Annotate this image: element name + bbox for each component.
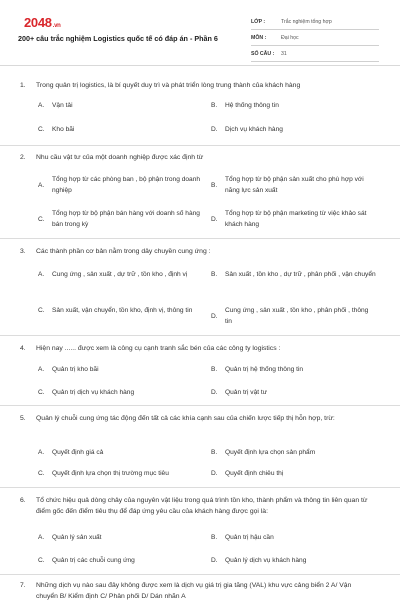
meta-subject-row: [251, 30, 379, 46]
option-text: Quản trị kho bãi: [52, 366, 99, 373]
option-letter: A.: [38, 181, 45, 189]
site-logo[interactable]: [24, 15, 61, 30]
document-meta: [251, 14, 379, 62]
option-d[interactable]: [211, 305, 376, 327]
option-text: Quản trị hậu cần: [225, 534, 274, 541]
question-number: 4.: [20, 345, 26, 352]
meta-value: 31: [281, 50, 287, 57]
question-6: [20, 495, 370, 517]
meta-key: SỐ CÂU :: [251, 50, 275, 57]
option-c[interactable]: [38, 124, 198, 135]
option-text: Quyết định lựa chọn thị trường mục tiêu: [52, 470, 169, 477]
option-c[interactable]: [38, 305, 203, 316]
option-b[interactable]: [211, 269, 381, 280]
option-a[interactable]: [38, 364, 203, 375]
document-title: 200+ câu trắc nghiệm Logistics quốc tế có đáp án - Phần 6: [18, 34, 218, 43]
option-b[interactable]: [211, 100, 371, 111]
option-text: Quản lý dịch vụ khách hàng: [225, 557, 307, 564]
option-letter: A.: [38, 366, 45, 373]
option-letter: D.: [211, 215, 218, 223]
question-number: 2.: [20, 154, 26, 161]
question-2: [20, 152, 370, 163]
option-letter: D.: [211, 389, 218, 396]
meta-value: Trắc nghiệm tổng hợp: [281, 18, 332, 25]
question-number: 5.: [20, 415, 26, 422]
question-3: [20, 246, 370, 257]
question-text: Những dịch vụ nào sau đây không được xem là dịch vụ giá trị gia tăng (VAL) khu vực cảng biển 2 A/ Vận chuyển B/ Kiểm định C/ Phân phối D/ Dán nhãn A: [36, 582, 352, 600]
divider: [0, 145, 400, 146]
option-b[interactable]: [211, 532, 376, 543]
option-letter: C.: [38, 389, 45, 396]
option-b[interactable]: [211, 174, 376, 196]
option-text: Cung ứng , sản xuất , tồn kho , phân phối , thông tin: [225, 307, 369, 325]
question-number: 3.: [20, 248, 26, 255]
option-c[interactable]: [38, 468, 208, 479]
question-text: Các thành phần cơ bản nằm trong dây chuyền cung ứng :: [36, 248, 211, 255]
option-d[interactable]: [211, 124, 371, 135]
logo-suffix: .vn: [52, 23, 61, 29]
option-c[interactable]: [38, 208, 203, 230]
meta-key: MÔN :: [251, 34, 267, 41]
option-text: Dịch vụ khách hàng: [225, 126, 283, 133]
option-text: Quản trị vật tư: [225, 389, 268, 396]
option-letter: B.: [211, 271, 218, 278]
question-number: 6.: [20, 497, 26, 504]
option-text: Quản trị các chuỗi cung ứng: [52, 557, 135, 564]
option-a[interactable]: [38, 100, 198, 111]
option-b[interactable]: [211, 447, 376, 458]
option-letter: C.: [38, 215, 45, 223]
option-letter: C.: [38, 126, 45, 133]
question-7: [20, 580, 370, 600]
option-text: Quyết định chiêu thị: [225, 470, 284, 477]
question-number: 7.: [20, 582, 26, 589]
option-letter: A.: [38, 102, 45, 109]
question-text: Hiện nay ...... được xem là công cụ cạnh tranh sắc bén của các công ty logistics :: [36, 345, 281, 352]
option-letter: A.: [38, 449, 45, 456]
option-a[interactable]: [38, 532, 203, 543]
option-b[interactable]: [211, 364, 376, 375]
option-text: Tổng hợp từ bộ phận sản xuất cho phù hợp với năng lực sản xuất: [225, 176, 364, 194]
option-text: Quyết định giá cả: [52, 449, 104, 456]
logo-main: 2048: [24, 15, 52, 30]
option-text: Quản lý sản xuất: [52, 534, 102, 541]
option-text: Quản trị dịch vụ khách hàng: [52, 389, 135, 396]
option-c[interactable]: [38, 387, 203, 398]
question-text: Nhu cầu vật tư của một doanh nghiệp được xác định từ: [36, 154, 204, 161]
divider: [0, 335, 400, 336]
option-d[interactable]: [211, 387, 376, 398]
option-letter: D.: [211, 312, 218, 320]
question-number: 1.: [20, 82, 26, 89]
question-text: Tổ chức hiệu quả dòng chảy của nguyên vật liệu trong quá trình tồn kho, thành phẩm và thông tin liên quan từ điểm gốc đến điểm tiêu thụ để đáp ứng yêu cầu của khách hàng được gọi là:: [36, 497, 368, 515]
option-text: Cung ứng , sản xuất , dự trữ , tồn kho , định vị: [52, 271, 188, 278]
option-letter: A.: [38, 534, 45, 541]
option-letter: C.: [38, 557, 45, 564]
option-text: Vận tải: [52, 102, 73, 109]
option-letter: D.: [211, 126, 218, 133]
option-text: Tổng hợp từ bộ phận marketing từ việc khảo sát khách hàng: [225, 210, 367, 228]
option-a[interactable]: [38, 174, 203, 196]
divider: [0, 487, 400, 488]
question-5: [20, 413, 370, 424]
option-c[interactable]: [38, 555, 203, 566]
divider: [0, 574, 400, 575]
question-text: Quản lý chuỗi cung ứng tác động đến tất cả các khía cạnh sau của chiến lược tiếp thị hỗn hợp, trừ:: [36, 415, 335, 422]
option-letter: D.: [211, 470, 218, 477]
option-text: Quyết định lựa chọn sản phẩm: [225, 449, 316, 456]
option-letter: A.: [38, 271, 45, 278]
option-d[interactable]: [211, 555, 376, 566]
option-letter: C.: [38, 307, 45, 314]
option-a[interactable]: [38, 269, 208, 280]
divider: [0, 405, 400, 406]
option-a[interactable]: [38, 447, 203, 458]
option-letter: C.: [38, 470, 45, 477]
option-letter: B.: [211, 181, 218, 189]
option-text: Quản trị hệ thống thông tin: [225, 366, 304, 373]
option-text: Sản xuất, vận chuyển, tồn kho, định vị, thông tin: [52, 307, 193, 314]
option-d[interactable]: [211, 468, 376, 479]
option-text: Tổng hợp từ bộ phận bán hàng với doanh số hàng bán trong kỳ: [52, 210, 200, 228]
meta-class-row: [251, 14, 379, 30]
meta-count-row: [251, 46, 379, 62]
divider: [0, 238, 400, 239]
option-d[interactable]: [211, 208, 376, 230]
option-letter: B.: [211, 534, 218, 541]
meta-value: Đại học: [281, 34, 299, 41]
question-4: [20, 343, 370, 354]
question-text: Trong quản trị logistics, là bí quyết duy trì và phát triển lòng trung thành của khách hàng: [36, 82, 301, 89]
option-letter: D.: [211, 557, 218, 564]
option-letter: B.: [211, 449, 218, 456]
option-letter: B.: [211, 102, 218, 109]
option-letter: B.: [211, 366, 218, 373]
option-text: Tổng hợp từ các phòng ban , bộ phận trong doanh nghiệp: [52, 176, 201, 194]
option-text: Kho bãi: [52, 126, 75, 133]
question-1: [20, 80, 370, 91]
meta-key: LỚP :: [251, 18, 266, 25]
option-text: Hệ thống thông tin: [225, 102, 279, 109]
document-header: [0, 0, 400, 66]
option-text: Sản xuất , tồn kho , dự trữ , phân phối , vận chuyển: [225, 271, 376, 278]
